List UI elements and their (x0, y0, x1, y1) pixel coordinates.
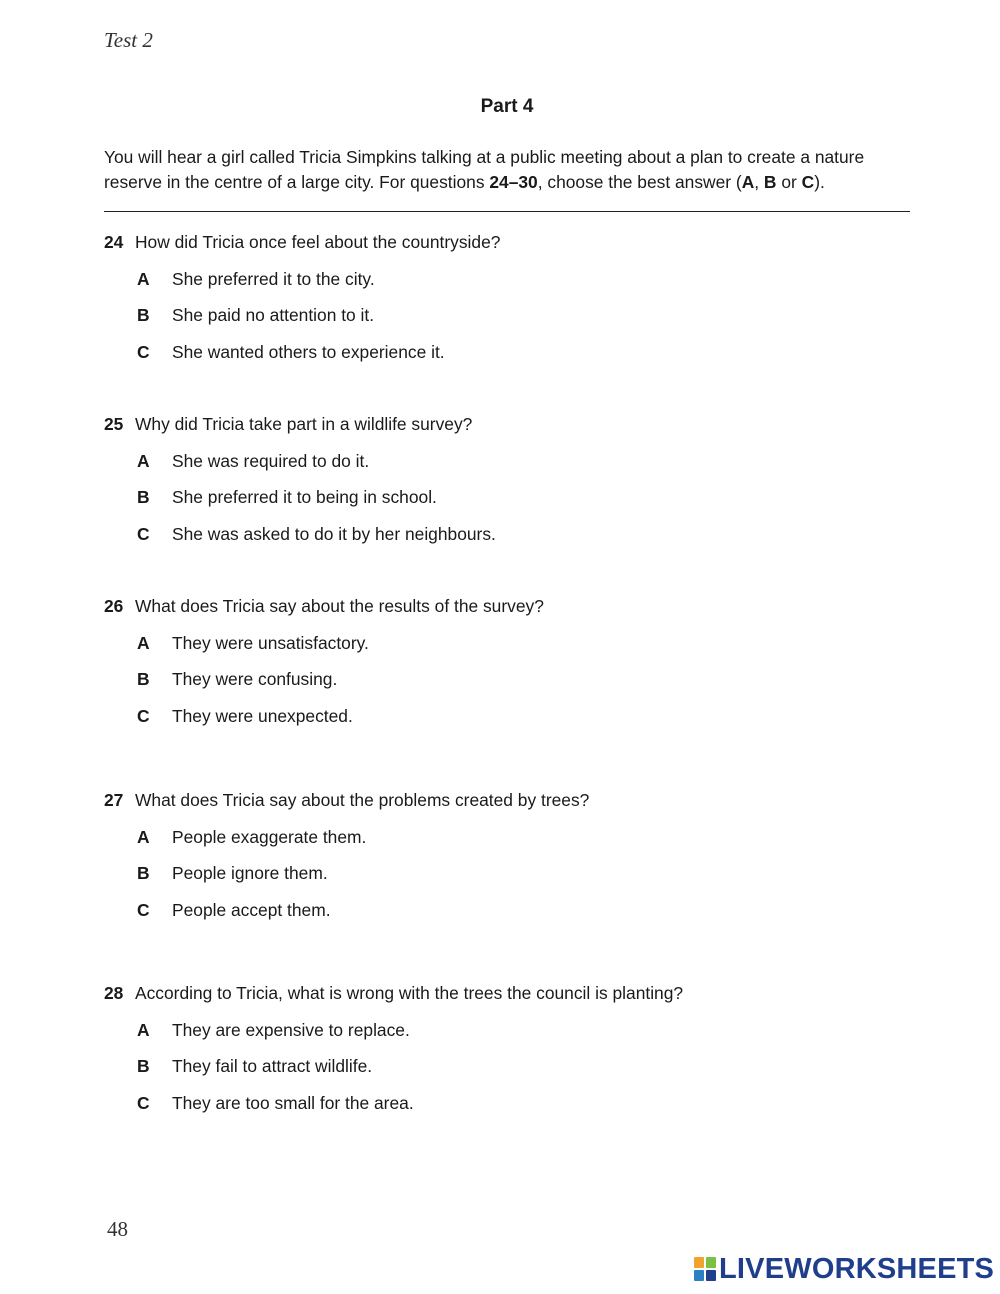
test-label: Test 2 (104, 28, 153, 52)
brand-name: LIVEWORKSHEETS (719, 1252, 995, 1285)
option-letter: A (137, 268, 150, 289)
question-number: 25 (104, 414, 124, 434)
option-letter: B (137, 1056, 150, 1076)
answer-option-b[interactable] (104, 1054, 924, 1079)
answer-option-c[interactable] (104, 522, 924, 547)
question-27 (104, 788, 924, 923)
question-text: Why did Tricia take part in a wildlife survey? (135, 414, 473, 434)
page-number: 48 (107, 1217, 128, 1241)
instructions-text: ). (814, 172, 825, 192)
option-text: They were confusing. (172, 669, 338, 689)
option-text: People exaggerate them. (172, 826, 367, 847)
answer-option-b[interactable] (104, 861, 924, 886)
instructions-letter-b: B (763, 172, 777, 192)
instructions-range: 24–30 (489, 172, 538, 192)
option-text: They are too small for the area. (172, 1092, 414, 1113)
option-letter: C (137, 705, 150, 726)
answer-option-a[interactable] (104, 825, 924, 850)
option-text: She preferred it to being in school. (172, 487, 437, 507)
option-letter: A (137, 450, 150, 471)
question-text: According to Tricia, what is wrong with the trees the council is planting? (135, 983, 684, 1003)
option-text: They were unsatisfactory. (172, 632, 369, 653)
option-text: She was asked to do it by her neighbours. (172, 523, 496, 544)
logo-square-1 (694, 1257, 704, 1268)
option-text: She paid no attention to it. (172, 305, 375, 325)
question-stem (104, 594, 924, 619)
answer-option-a[interactable] (104, 631, 924, 656)
answer-option-a[interactable] (104, 449, 924, 474)
question-text: What does Tricia say about the results of the survey? (135, 596, 544, 616)
instructions (104, 145, 919, 195)
instructions-letter-a: A (741, 172, 755, 192)
liveworksheets-logo-icon (694, 1257, 716, 1281)
question-25 (104, 412, 924, 547)
liveworksheets-logo[interactable] (694, 1253, 994, 1285)
option-letter: C (137, 899, 150, 920)
instructions-text: You will hear a girl called Tricia Simpkins talking at a public meeting about a plan to create a nature reserve in the centre of a large city. For questions (104, 147, 865, 192)
question-number: 24 (104, 232, 124, 252)
logo-square-2 (706, 1257, 716, 1268)
option-text: She wanted others to experience it. (172, 341, 445, 362)
question-26 (104, 594, 924, 729)
logo-square-3 (694, 1270, 704, 1281)
logo-square-4 (706, 1270, 716, 1281)
option-text: People ignore them. (172, 863, 328, 883)
answer-option-c[interactable] (104, 1091, 924, 1116)
instructions-separator: or (776, 172, 802, 192)
option-letter: B (137, 863, 150, 883)
option-letter: B (137, 487, 150, 507)
question-stem (104, 981, 924, 1006)
answer-option-c[interactable] (104, 340, 924, 365)
part-title: Part 4 (480, 96, 534, 117)
answer-option-b[interactable] (104, 485, 924, 510)
option-text: She preferred it to the city. (172, 268, 375, 289)
question-28 (104, 981, 924, 1116)
question-stem (104, 788, 924, 813)
option-letter: B (137, 669, 150, 689)
instructions-text: , choose the best answer ( (537, 172, 742, 192)
answer-option-b[interactable] (104, 667, 924, 692)
answer-option-c[interactable] (104, 704, 924, 729)
question-number: 27 (104, 790, 124, 810)
option-letter: C (137, 341, 150, 362)
option-letter: A (137, 1019, 150, 1040)
question-number: 26 (104, 596, 124, 616)
instructions-letter-c: C (801, 172, 815, 192)
answer-option-c[interactable] (104, 898, 924, 923)
option-text: They were unexpected. (172, 705, 353, 726)
answer-option-b[interactable] (104, 303, 924, 328)
option-letter: A (137, 826, 150, 847)
option-text: She was required to do it. (172, 450, 370, 471)
divider-line (104, 211, 910, 212)
option-letter: A (137, 632, 150, 653)
question-text: How did Tricia once feel about the countryside? (135, 232, 501, 252)
answer-option-a[interactable] (104, 267, 924, 292)
option-letter: C (137, 523, 150, 544)
question-number: 28 (104, 983, 124, 1003)
question-24 (104, 230, 924, 365)
option-letter: B (137, 305, 150, 325)
option-text: They are expensive to replace. (172, 1019, 410, 1040)
option-letter: C (137, 1092, 150, 1113)
question-text: What does Tricia say about the problems created by trees? (135, 790, 590, 810)
question-stem (104, 230, 924, 255)
answer-option-a[interactable] (104, 1018, 924, 1043)
option-text: People accept them. (172, 899, 331, 920)
question-stem (104, 412, 924, 437)
instructions-separator: , (754, 172, 764, 192)
option-text: They fail to attract wildlife. (172, 1056, 373, 1076)
